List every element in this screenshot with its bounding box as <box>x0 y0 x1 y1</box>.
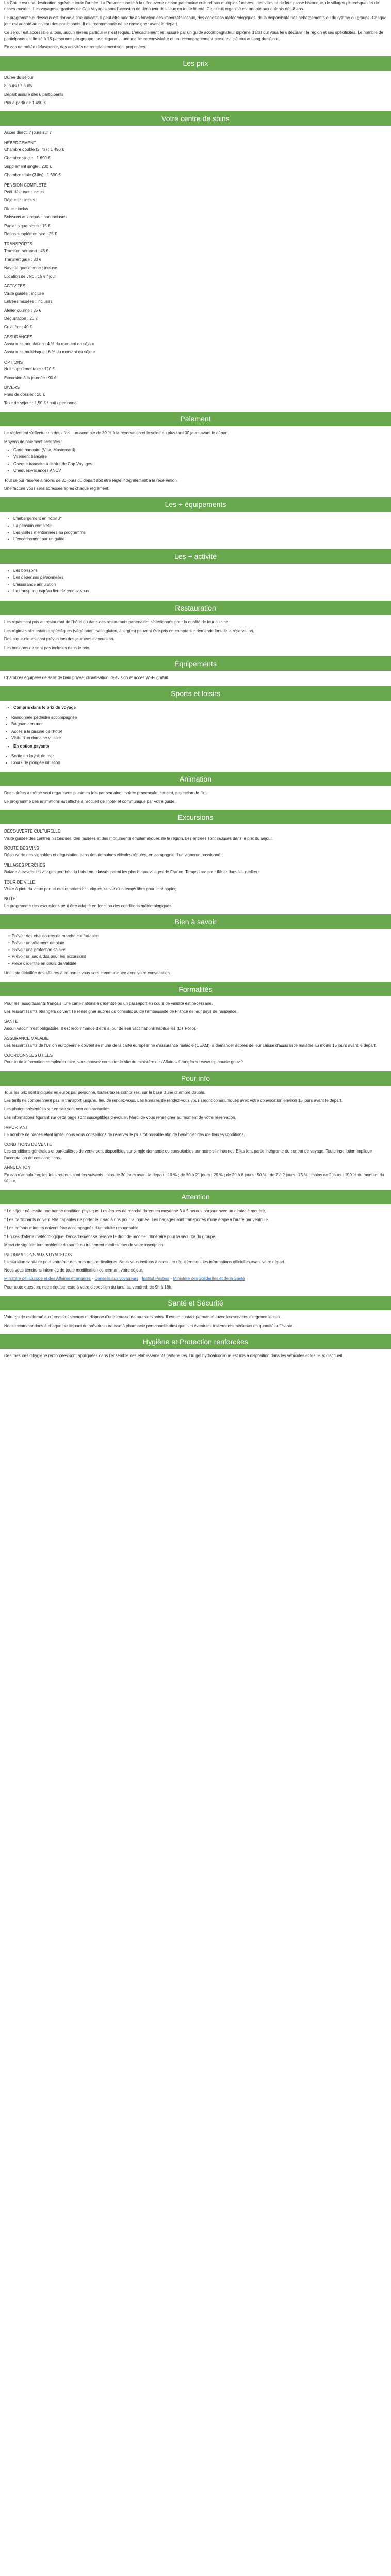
paiement-note: Tout séjour réservé à moins de 30 jours du départ doit être réglé intégralement à la réservation. <box>4 478 178 483</box>
equipements-content <box>0 675 391 681</box>
sports-group-list <box>4 743 387 750</box>
prix-departure: Départ assuré dès 6 participants <box>4 92 64 97</box>
restauration-paragraph: Des pique-niques sont prévus lors des journées d'excursion. <box>4 637 115 642</box>
formalites-section <box>0 982 391 1071</box>
bien-section <box>0 914 391 981</box>
centre-group-line: Entrées musées : incluses <box>4 299 53 304</box>
formalites-label: COORDONNÉES UTILES <box>4 1053 53 1058</box>
paiement-method: • Chèque bancaire à l'ordre de Cap Voyages <box>13 461 387 467</box>
info-section <box>0 1071 391 1190</box>
section-header-equipements: Équipements <box>0 656 391 671</box>
activite-item: • L'assurance annulation <box>13 582 387 588</box>
voyageurs-closing: Pour toute question, notre équipe reste à votre disposition du lundi au vendredi de 9h à 18h. <box>4 1284 173 1290</box>
voyageurs-link[interactable]: Ministère de l'Europe et des Affaires étrangères <box>4 1276 91 1281</box>
section-header-inclus: Les + équipements <box>0 497 391 512</box>
prix-section <box>0 56 391 112</box>
centre-group-label: TRANSPORTS <box>4 242 32 247</box>
centre-group-line: Assurance multirisque : 6 % du montant du séjour <box>4 350 95 355</box>
section-header-attention: Attention <box>0 1190 391 1204</box>
animation-paragraph: Des soirées à thème sont organisées plusieurs fois par semaine : soirée provençale, concert, projection de film. <box>4 790 208 795</box>
section-header-paiement: Paiement <box>0 412 391 426</box>
section-header-sports: Sports et loisirs <box>0 686 391 701</box>
centre-group-label: ASSURANCES <box>4 334 33 340</box>
section-header-formalites: Formalités <box>0 982 391 996</box>
prix-from: Prix à partir de 1 490 € <box>4 100 46 105</box>
sports-group-title: • Compris dans le prix du voyage <box>13 705 387 711</box>
excursion-text: Visite à pied du vieux port et des quartiers historiques, suivie d'un temps libre pour le shopping. <box>4 887 178 892</box>
intro-section <box>0 0 391 56</box>
centre-group-line: Chambre double (2 lits) : 1 490 € <box>4 147 64 152</box>
equipements-text: Chambres équipées de salle de bain privée, climatisation, télévision et accès Wi-Fi gratuit. <box>4 675 169 680</box>
sports-item: • Randonnée pédestre accompagnée <box>11 715 387 721</box>
sante-paragraph: Nous recommandons à chaque participant de prévoir sa trousse à pharmacie personnelle ainsi que ses éventuels traitements médicaux en quantité suffisante. <box>4 1323 294 1328</box>
restauration-section <box>0 601 391 656</box>
intro-paragraph: En cas de météo défavorable, des activités de remplacement sont proposées. <box>4 45 146 50</box>
info-label: IMPORTANT <box>4 1125 28 1130</box>
intro-content <box>0 0 391 51</box>
centre-group-line: Panier pique-nique : 15 € <box>4 223 51 228</box>
animation-paragraph: Le programme des animations est affiché à l'accueil de l'hôtel et communiqué par votre guide. <box>4 799 176 804</box>
restauration-content <box>0 619 391 651</box>
info-paragraph: Les tarifs ne comprennent pas le transport jusqu'au lieu de rendez-vous. Les horaires de rendez-vous vous seront communiqués avec votre convocation environ 15 jours avant le départ. <box>4 1098 343 1104</box>
excursion-text: Balade à travers les villages perchés du Luberon, classés parmi les plus beaux villages de France. Temps libre pour flâner dans les ruelles. <box>4 870 258 875</box>
hygiene-section <box>0 1334 391 1364</box>
prix-content <box>0 75 391 107</box>
voyageurs-link[interactable]: Institut Pasteur <box>142 1276 170 1281</box>
sports-item: • Baignade en mer <box>11 721 387 727</box>
section-header-centre: Votre centre de soins <box>0 111 391 126</box>
centre-group-line: Supplément single : 200 € <box>4 164 52 169</box>
excursion-label: ROUTE DES VINS <box>4 846 39 851</box>
info-label: ANNULATION <box>4 1165 30 1171</box>
centre-group-label: ACTIVITÉS <box>4 284 26 289</box>
info-content <box>0 1090 391 1185</box>
prix-duration-label: Durée du séjour <box>4 75 34 80</box>
inclus-section <box>0 497 391 549</box>
centre-content <box>0 130 391 406</box>
excursion-label: VILLAGES PERCHÉS <box>4 862 45 868</box>
sante-section <box>0 1296 391 1334</box>
formalites-label: ASSURANCE MALADIE <box>4 1036 50 1041</box>
sports-group-title: • En option payante <box>13 743 387 750</box>
centre-group-line: Boissons aux repas : non incluses <box>4 215 67 220</box>
centre-group-line: Dîner : inclus <box>4 206 28 211</box>
excursions-section <box>0 810 391 914</box>
section-header-bien: Bien à savoir <box>0 914 391 929</box>
section-header-hygiene: Hygiène et Protection renforcées <box>0 1334 391 1349</box>
excursion-label: DÉCOUVERTE CULTURELLE <box>4 829 61 834</box>
info-paragraph: Les photos présentées sur ce site sont non contractuelles. <box>4 1107 111 1112</box>
centre-group-line: Assurance annulation : 4 % du montant du séjour <box>4 342 94 347</box>
activite-section <box>0 549 391 601</box>
formalites-label: SANTÉ <box>4 1019 18 1024</box>
activite-content <box>0 568 391 595</box>
animation-content <box>0 790 391 805</box>
attention-content <box>0 1208 391 1291</box>
section-header-sante: Santé et Sécurité <box>0 1296 391 1310</box>
centre-group-line: Chambre triple (3 lits) : 1 390 € <box>4 173 61 178</box>
centre-group-line: Chambre single : 1 690 € <box>4 156 51 161</box>
formalites-paragraph: Pour les ressortissants français, une carte nationale d'identité ou un passeport en cours de validité est nécessaire. <box>4 1001 213 1006</box>
activite-item: • Les boissons <box>13 568 387 574</box>
paiement-methods-intro: Moyens de paiement acceptés : <box>4 439 62 444</box>
section-header-info: Pour info <box>0 1071 391 1086</box>
bien-item: • Pièce d'identité en cours de validité <box>8 961 387 967</box>
attention-item: * Les enfants mineurs doivent être accompagnés d'un adulte responsable. <box>4 1226 140 1231</box>
bien-list <box>4 933 387 967</box>
centre-group-line: Déjeuner : inclus <box>4 198 35 203</box>
sante-content <box>0 1314 391 1329</box>
attention-item: * Le séjour nécessite une bonne condition physique. Les étapes de marche durent en moyenne 3 à 5 heures par jour avec un dénivelé modéré. <box>4 1209 266 1214</box>
intro-paragraph: Le programme ci-dessous est donné à titre indicatif. Il peut être modifié en fonction des impératifs locaux, des conditions météorologiques, de la disponibilité des hébergements ou du rythme du groupe. Chaque jour est adapté au niveau des participants. Il est recommandé de se renseigner avant le départ. <box>4 15 387 27</box>
formalites-text: Aucun vaccin n'est obligatoire. Il est recommandé d'être à jour de ses vaccinations habituelles (DT Polio). <box>4 1026 197 1031</box>
sports-items <box>4 753 387 767</box>
restauration-paragraph: Les boissons ne sont pas incluses dans le prix. <box>4 645 90 650</box>
voyageurs-paragraph: Nous vous tiendrons informés de toute modification concernant votre séjour. <box>4 1268 143 1273</box>
centre-group-line: Frais de dossier : 25 € <box>4 392 45 397</box>
inclus-item: • Les visites mentionnées au programme <box>13 530 387 536</box>
excursion-text: Découverte des vignobles et dégustation dans des domaines viticoles réputés, en compagnie d'un vigneron passionné. <box>4 853 222 858</box>
attention-item: * En cas d'alerte météorologique, l'encadrement se réserve le droit de modifier l'itinéraire pour la sécurité du groupe. <box>4 1234 217 1239</box>
sports-items <box>4 715 387 742</box>
inclus-item: • L'encadrement par un guide <box>13 536 387 543</box>
sports-group-list <box>4 705 387 711</box>
centre-group-line: Location de vélo : 15 € / jour <box>4 274 56 279</box>
centre-group-line: Nuit supplémentaire : 120 € <box>4 367 55 372</box>
section-header-animation: Animation <box>0 772 391 786</box>
intro-paragraph: La Chine est une destination agréable toute l'année. La Provence invite à la découverte de son patrimoine culturel aux multiples facettes : des villes et de leur passé historique, de villages pittoresques et de riches musées. Les voyages organisés de Cap Voyages sont l'occasion de découvrir des lieux en toute liberté. Ce circuit organisé est adapté aux enfants dès 8 ans. <box>4 1 379 12</box>
hygiene-content <box>0 1353 391 1359</box>
hygiene-paragraph: Des mesures d'hygiène renforcées sont appliquées dans l'ensemble des établissements partenaires. Du gel hydroalcoolique est mis à disposition dans les véhicules et les lieux d'accueil. <box>4 1353 344 1359</box>
info-text: Le nombre de places étant limité, nous vous conseillons de réserver le plus tôt possible afin de bénéficier des meilleures conditions. <box>4 1132 245 1137</box>
centre-intro: Accès direct, 7 jours sur 7 <box>4 130 52 135</box>
paiement-method: • Chèques-vacances ANCV <box>13 468 387 474</box>
restauration-paragraph: Les repas sont pris au restaurant de l'hôtel ou dans des restaurants partenaires sélectionnés pour la qualité de leur cuisine. <box>4 620 230 625</box>
centre-group-line: Repas supplémentaire : 25 € <box>4 231 57 236</box>
excursions-content <box>0 828 391 909</box>
centre-group-line: Petit-déjeuner : inclus <box>4 190 44 195</box>
activite-item: • Le transport jusqu'au lieu de rendez-vous <box>13 588 387 595</box>
info-text: En cas d'annulation, les frais retenus sont les suivants : plus de 30 jours avant le départ : 10 % ; de 30 à 21 jours : 25 % ; de 20 à 8 jours : 50 % ; de 7 à 2 jours : 75 % ; moins de 2 jours : 100 % du montant du séjour. <box>4 1172 384 1183</box>
info-label: CONDITIONS DE VENTE <box>4 1142 52 1147</box>
sports-item: • Cours de plongée initiation <box>11 760 387 766</box>
section-header-prix: Les prix <box>0 56 391 71</box>
centre-group-line: Taxe de séjour : 1,50 € / nuit / personne <box>4 400 77 405</box>
centre-group-label: DIVERS <box>4 385 20 391</box>
section-header-restauration: Restauration <box>0 601 391 615</box>
paiement-methods-list <box>4 447 387 474</box>
voyageurs-paragraph: La situation sanitaire peut entraîner des mesures particulières. Nous vous invitons à consulter régulièrement les informations officielles avant votre départ. <box>4 1259 286 1264</box>
info-paragraph: Tous les prix sont indiqués en euros par personne, toutes taxes comprises, sur la base d'une chambre double. <box>4 1090 205 1095</box>
restauration-paragraph: Les régimes alimentaires spécifiques (végétarien, sans gluten, allergies) peuvent être pris en compte sur demande lors de la réservation. <box>4 628 254 633</box>
attention-item: * Les participants doivent être capables de porter leur sac à dos pour la journée. Les bagages sont transportés d'une étape à l'autre par véhicule. <box>4 1217 269 1222</box>
paiement-intro: Le règlement s'effectue en deux fois : un acompte de 30 % à la réservation et le solde au plus tard 30 jours avant le départ. <box>4 431 229 436</box>
paiement-method: • Virement bancaire <box>13 454 387 460</box>
intro-paragraph: Ce séjour est accessible à tous, aucun niveau particulier n'est requis. L'encadrement est assuré par un guide accompagnateur diplômé d'État qui vous fera découvrir la région et ses spécificités. Le nombre de participants est limité à 15 personnes par groupe, ce qui garantit une meilleure convivialité et un accompagnement personnalisé tout au long du séjour. <box>4 30 383 41</box>
excursion-label: TOUR DE VILLE <box>4 879 35 885</box>
attention-section <box>0 1190 391 1296</box>
animation-section <box>0 772 391 810</box>
prix-duration-value: 8 jours / 7 nuits <box>4 83 32 89</box>
bien-item: • Prévoir des chaussures de marche confortables <box>8 933 387 939</box>
centre-group-line: Atelier cuisine : 35 € <box>4 308 42 313</box>
sports-section <box>0 686 391 771</box>
centre-group-line: Navette quotidienne : incluse <box>4 265 57 270</box>
formalites-paragraph: Les ressortissants étrangers doivent se renseigner auprès du consulat ou de l'ambassade de France de leur pays de résidence. <box>4 1009 238 1014</box>
voyageurs-label: INFORMATIONS AUX VOYAGEURS <box>4 1252 72 1258</box>
sante-paragraph: Votre guide est formé aux premiers secours et dispose d'une trousse de premiers soins. Il est en contact permanent avec les services d'urgence locaux. <box>4 1315 282 1320</box>
formalites-text: Les ressortissants de l'Union européenne doivent se munir de la carte européenne d'assurance maladie (CEAM), à demander auprès de leur caisse d'assurance maladie au moins 15 jours avant le départ. <box>4 1043 377 1048</box>
sports-content <box>0 705 391 766</box>
inclus-content <box>0 516 391 543</box>
excursion-label: NOTE <box>4 896 16 902</box>
excursion-text: Visite guidée des centres historiques, des musées et des monuments emblématiques de la région. Les entrées sont incluses dans le prix du séjour. <box>4 836 273 841</box>
info-paragraph: Les informations figurant sur cette page sont susceptibles d'évoluer. Merci de vous renseigner au moment de votre réservation. <box>4 1115 236 1120</box>
centre-group-line: Transfert aéroport : 45 € <box>4 248 48 253</box>
attention-note: Merci de signaler tout problème de santé ou traitement médical lors de votre inscription. <box>4 1242 165 1247</box>
sports-item: • Visite d'un domaine viticole <box>11 735 387 741</box>
paiement-content <box>0 430 391 492</box>
centre-group-line: Transfert gare : 30 € <box>4 257 42 262</box>
voyageurs-link[interactable]: Ministère des Solidarités et de la Santé <box>173 1276 245 1281</box>
centre-group-label: HÉBERGEMENT <box>4 140 36 145</box>
bien-item: • Prévoir un vêtement de pluie <box>8 940 387 946</box>
inclus-item: • L'hébergement en hôtel 3* <box>13 516 387 522</box>
formalites-content <box>0 1001 391 1066</box>
activite-item: • Les dépenses personnelles <box>13 574 387 581</box>
excursion-text: Le programme des excursions peut être adapté en fonction des conditions météorologiques. <box>4 903 173 908</box>
paiement-method: • Carte bancaire (Visa, Mastercard) <box>13 447 387 453</box>
centre-group-line: Croisière : 40 € <box>4 325 32 330</box>
centre-group-line: Dégustation : 20 € <box>4 316 38 321</box>
section-header-activite: Les + activité <box>0 549 391 564</box>
inclus-item: • La pension complète <box>13 523 387 529</box>
bien-item: • Prévoir une protection solaire <box>8 947 387 953</box>
bien-note: Une liste détaillée des affaires à emporter vous sera communiquée avec votre convocation. <box>4 971 171 976</box>
bien-content <box>0 933 391 976</box>
centre-section <box>0 111 391 412</box>
paiement-section <box>0 412 391 497</box>
voyageurs-link[interactable]: Conseils aux voyageurs <box>94 1276 139 1281</box>
centre-group-label: PENSION COMPLÈTE <box>4 182 47 188</box>
formalites-text: Pour toute information complémentaire, vous pouvez consulter le site du ministère des Affaires étrangères : www.diplomatie.gouv.fr <box>4 1060 243 1065</box>
paiement-contact: Une facture vous sera adressée après chaque règlement. <box>4 486 110 491</box>
inclus-list <box>4 516 387 543</box>
info-text: Les conditions générales et particulières de vente sont disponibles sur simple demande ou consultables sur notre site internet. Elles font partie intégrante du contrat de voyage. Toute inscription implique l'acceptation de ces conditions. <box>4 1149 372 1160</box>
sports-item: • Sortie en kayak de mer <box>11 753 387 759</box>
centre-group-label: OPTIONS <box>4 360 23 365</box>
bien-item: • Prévoir un sac à dos pour les excursions <box>8 954 387 960</box>
sports-item: • Accès à la piscine de l'hôtel <box>11 728 387 735</box>
centre-group-line: Excursion à la journée : 90 € <box>4 375 57 380</box>
voyageurs-links: Ministère de l'Europe et des Affaires étrangères · Conseils aux voyageurs · Institut Pasteur · Ministère des Solidarités et de la Santé <box>4 1276 245 1281</box>
centre-group-line: Visite guidée : incluse <box>4 291 44 296</box>
activite-list <box>4 568 387 595</box>
equipements-section <box>0 656 391 686</box>
section-header-excursions: Excursions <box>0 810 391 824</box>
